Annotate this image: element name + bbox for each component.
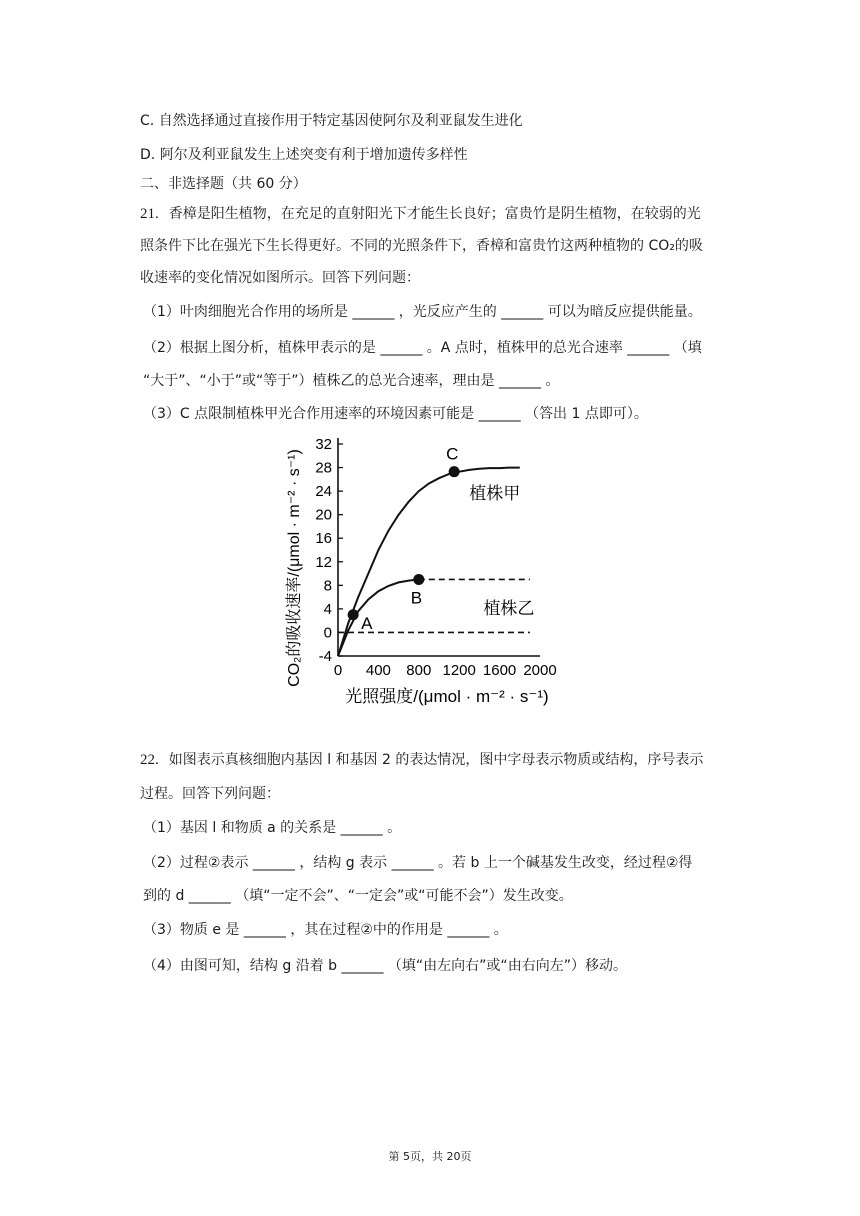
point-label-B: B xyxy=(410,588,423,608)
x-tick-label: 800 xyxy=(406,662,432,679)
x-tick-label: 400 xyxy=(365,662,391,679)
point-A xyxy=(348,609,359,620)
y-tick-label: 4 xyxy=(323,600,332,618)
series-label-yi: 植株乙 xyxy=(483,599,535,619)
page-footer: 第 5页，共 20页 xyxy=(388,1150,472,1163)
y-axis-title: CO₂的吸收速率/(μmol · m⁻² · s⁻¹) xyxy=(286,449,303,687)
x-tick-label: 1200 xyxy=(442,662,476,679)
q22-sub1: （1）基因 l 和物质 a 的关系是 ______ 。 xyxy=(143,820,402,836)
y-tick-label: 0 xyxy=(323,624,332,642)
q21-number: 21. xyxy=(140,206,159,222)
q22-stem-text1: 如图表示真核细胞内基因 l 和基因 2 的表达情况，图中字母表示物质或结构，序号表示 xyxy=(168,752,704,768)
point-C xyxy=(449,466,460,477)
option-c-text: 自然选择通过直接作用于特定基因使阿尔及利亚鼠发生进化 xyxy=(158,113,523,129)
y-tick-label: 32 xyxy=(315,436,332,453)
q21-stem-line1 xyxy=(140,204,701,224)
q21-sub3: （3）C 点限制植株甲光合作用速率的环境因素可能是 ______ （答出 1 点即可）。 xyxy=(143,406,648,422)
q21-stem-line2: 照条件下比在强光下生长得更好。不同的光照条件下，香樟和富贵竹这两种植物的 CO₂的吸 xyxy=(140,238,703,254)
y-tick-label: -4 xyxy=(318,648,332,665)
q22-sub2-line2: 到的 d ______ （填“一定不会”、“一定会”或“可能不会”）发生改变。 xyxy=(143,888,573,904)
y-tick-label: 8 xyxy=(323,577,332,595)
q22-stem-line1 xyxy=(140,750,703,770)
point-B xyxy=(413,574,424,585)
y-tick-label: 24 xyxy=(315,483,332,501)
option-c xyxy=(140,111,523,131)
q22-stem-line2: 过程。回答下列问题： xyxy=(140,786,280,802)
q22-number: 22. xyxy=(140,752,159,768)
q21-stem-line3: 收速率的变化情况如图所示。回答下列问题： xyxy=(140,270,420,286)
x-tick-label: 1600 xyxy=(482,662,517,679)
y-tick-label: 12 xyxy=(315,553,332,571)
point-label-A: A xyxy=(361,613,373,633)
y-tick-label: 20 xyxy=(315,506,332,524)
y-tick-label: 28 xyxy=(315,459,332,477)
x-tick-label: 2000 xyxy=(523,662,557,679)
section-heading: 二、非选择题（共 60 分） xyxy=(140,176,307,192)
y-tick-label: 16 xyxy=(315,530,332,548)
x-axis-title: 光照强度/(μmol · m⁻² · s⁻¹) xyxy=(345,687,549,706)
q21-sub2-line2: “大于”、“小于”或“等于”）植株乙的总光合速率，理由是 ______ 。 xyxy=(143,373,560,389)
option-d xyxy=(140,145,468,165)
q22-sub4: （4）由图可知，结构 g 沿着 b ______ （填“由左向右”或“由右向左”）移动。 xyxy=(143,958,627,974)
q22-sub2-line1: （2）过程②表示 ______ ，结构 g 表示 ______ 。若 b 上一个碱基发生改变，经过程②得 xyxy=(143,855,693,871)
option-d-text: 阿尔及利亚鼠发生上述突变有利于增加遗传多样性 xyxy=(159,147,468,163)
q21-stem-text1: 香樟是阳生植物，在充足的直射阳光下才能生长良好；富贵竹是阴生植物，在较弱的光 xyxy=(168,206,701,222)
x-tick-label: 0 xyxy=(333,662,343,679)
q22-sub3: （3）物质 e 是 ______ ，其在过程②中的作用是 ______ 。 xyxy=(143,922,508,938)
option-d-letter: D. xyxy=(140,147,156,163)
co2-absorption-chart xyxy=(262,428,592,718)
q21-sub2-line1: （2）根据上图分析，植株甲表示的是 ______ 。A 点时，植株甲的总光合速率 ______ （填 xyxy=(143,340,702,356)
series-label-jia: 植株甲 xyxy=(469,483,521,503)
option-c-letter: C. xyxy=(140,113,155,129)
point-label-C: C xyxy=(446,444,459,464)
q21-sub1: （1）叶肉细胞光合作用的场所是 ______ ，光反应产生的 ______ 可以为暗反应提供能量。 xyxy=(143,304,702,320)
